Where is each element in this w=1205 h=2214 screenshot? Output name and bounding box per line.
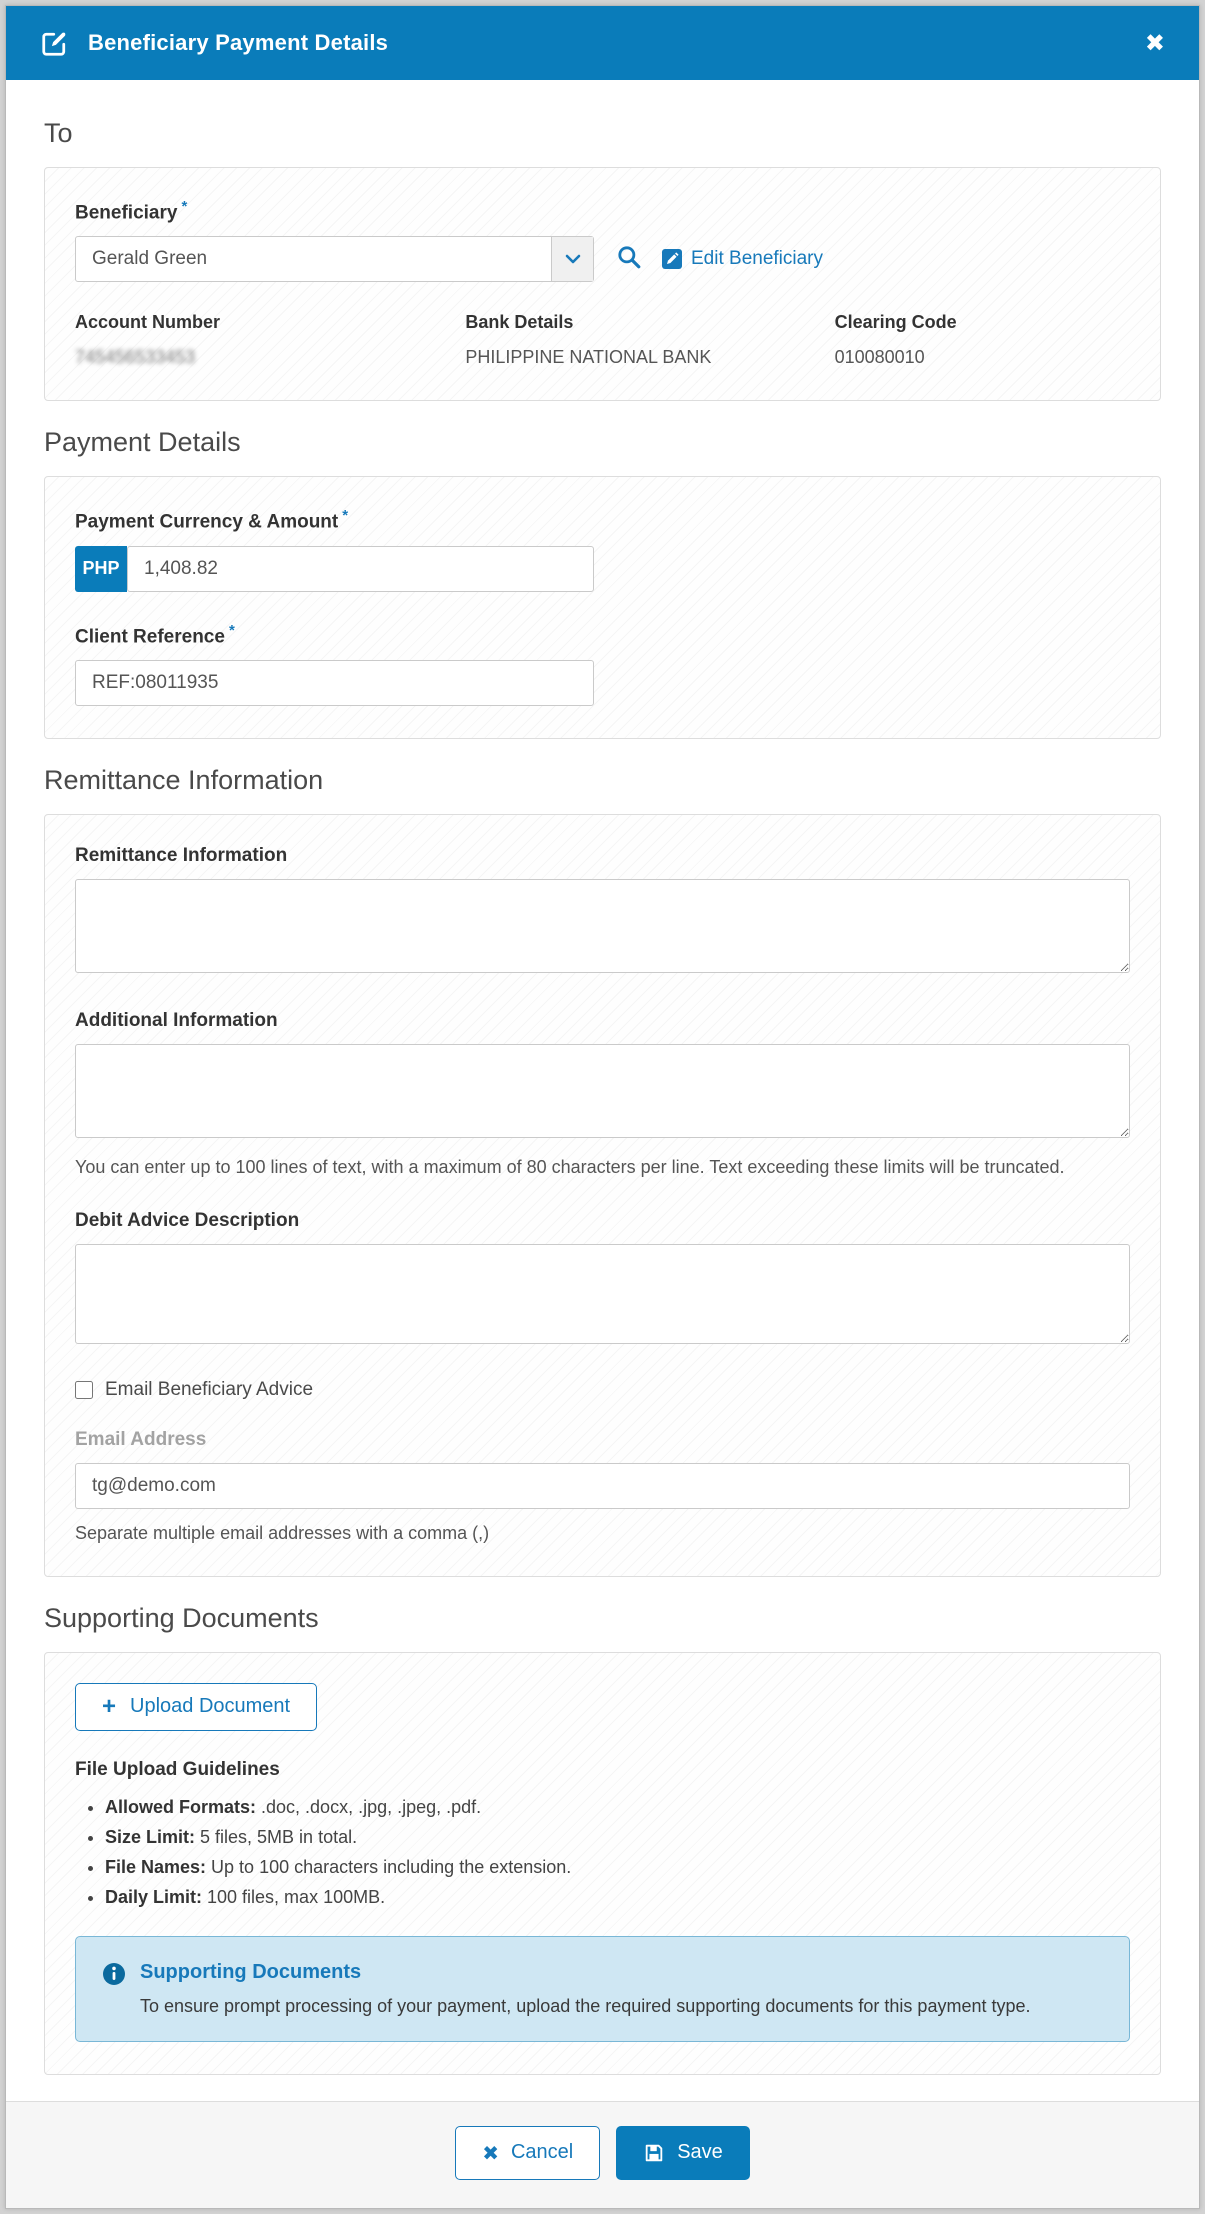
- guideline-item: • File Names: Up to 100 characters including the extension.: [105, 1857, 1130, 1878]
- cancel-x-icon: ✖: [482, 2140, 499, 2165]
- close-icon[interactable]: ✖: [1144, 29, 1165, 57]
- save-button[interactable]: [616, 2126, 750, 2180]
- account-number-label: Account Number: [75, 312, 221, 333]
- clearing-code-label: Clearing Code: [834, 312, 957, 333]
- beneficiary-payment-details-dialog: [5, 5, 1200, 2209]
- cancel-button[interactable]: [455, 2126, 600, 2180]
- additional-info-help: You can enter up to 100 lines of text, with a maximum of 80 characters per line. Text exceeding these limits will be truncated.: [75, 1156, 1065, 1177]
- remittance-panel: [44, 814, 1161, 1577]
- chevron-down-icon[interactable]: [551, 237, 593, 281]
- clearing-code-value: 010080010: [834, 347, 925, 368]
- required-marker: *: [181, 198, 188, 215]
- account-number-value: 745456533453: [75, 347, 196, 368]
- callout-text: To ensure prompt processing of your payment, upload the required supporting documents for this payment type.: [140, 1995, 1031, 2016]
- to-panel: [44, 167, 1161, 401]
- info-icon: [102, 1962, 126, 1991]
- required-marker: *: [228, 621, 235, 639]
- plus-icon: +: [102, 1692, 117, 1720]
- email-address-label: Email Address: [75, 1428, 207, 1450]
- guideline-item: • Size Limit: 5 files, 5MB in total.: [105, 1827, 1130, 1848]
- dialog-body: [6, 80, 1199, 2075]
- dialog-footer: [6, 2101, 1199, 2208]
- client-reference-label: Client Reference *: [75, 621, 235, 647]
- currency-amount-label: Payment Currency & Amount *: [75, 507, 349, 533]
- clearing-code-field: [835, 312, 1130, 368]
- debit-advice-textarea[interactable]: [75, 1244, 1130, 1344]
- edit-square-icon: [40, 28, 70, 58]
- guidelines-title: File Upload Guidelines: [75, 1758, 280, 1780]
- save-floppy-icon: [643, 2142, 665, 2164]
- save-label: Save: [677, 2141, 723, 2164]
- bank-details-value: PHILIPPINE NATIONAL BANK: [465, 347, 712, 368]
- email-address-help: Separate multiple email addresses with a comma (,): [75, 1522, 490, 1543]
- debit-advice-label: Debit Advice Description: [75, 1209, 300, 1231]
- currency-code-badge: PHP: [75, 546, 127, 592]
- remittance-section-heading: Remittance Information: [44, 764, 324, 795]
- email-address-input: [75, 1463, 1130, 1509]
- beneficiary-selected-value: Gerald Green: [92, 248, 208, 270]
- email-beneficiary-advice-checkbox[interactable]: [75, 1381, 93, 1399]
- guideline-item: • Allowed Formats: .doc, .docx, .jpg, .jpeg, .pdf.: [105, 1797, 1130, 1818]
- bank-details-field: [465, 312, 834, 368]
- payment-details-heading: Payment Details: [44, 427, 241, 458]
- dialog-title: Beneficiary Payment Details: [88, 30, 389, 55]
- remittance-info-label: Remittance Information: [75, 844, 288, 866]
- dialog-header: [6, 6, 1199, 80]
- beneficiary-select[interactable]: [75, 236, 594, 282]
- edit-pencil-icon: [662, 249, 682, 269]
- payment-details-panel: [44, 476, 1161, 739]
- required-marker: *: [342, 507, 349, 525]
- client-reference-input[interactable]: [75, 660, 594, 706]
- documents-section-heading: Supporting Documents: [44, 1602, 319, 1633]
- upload-document-label: Upload Document: [130, 1695, 291, 1718]
- upload-document-button[interactable]: [75, 1683, 317, 1731]
- edit-beneficiary-label: Edit Beneficiary: [691, 248, 824, 270]
- bank-details-label: Bank Details: [465, 312, 574, 333]
- edit-beneficiary-link[interactable]: [662, 248, 823, 270]
- additional-info-label: Additional Information: [75, 1009, 278, 1031]
- account-number-field: [75, 312, 465, 368]
- remittance-info-textarea[interactable]: [75, 879, 1130, 973]
- documents-panel: [44, 1652, 1161, 2075]
- email-beneficiary-advice-label[interactable]: Email Beneficiary Advice: [105, 1378, 314, 1400]
- search-icon[interactable]: [616, 244, 642, 275]
- guideline-item: • Daily Limit: 100 files, max 100MB.: [105, 1887, 1130, 1908]
- to-section-heading: To: [44, 118, 73, 148]
- amount-input[interactable]: [127, 546, 594, 592]
- beneficiary-label: Beneficiary *: [75, 198, 188, 224]
- supporting-documents-callout: [75, 1936, 1130, 2042]
- additional-info-textarea[interactable]: [75, 1044, 1130, 1138]
- guidelines-list: [75, 1797, 1130, 1908]
- cancel-label: Cancel: [510, 2141, 574, 2164]
- beneficiary-details: [75, 312, 1130, 368]
- callout-title: Supporting Documents: [140, 1960, 362, 1983]
